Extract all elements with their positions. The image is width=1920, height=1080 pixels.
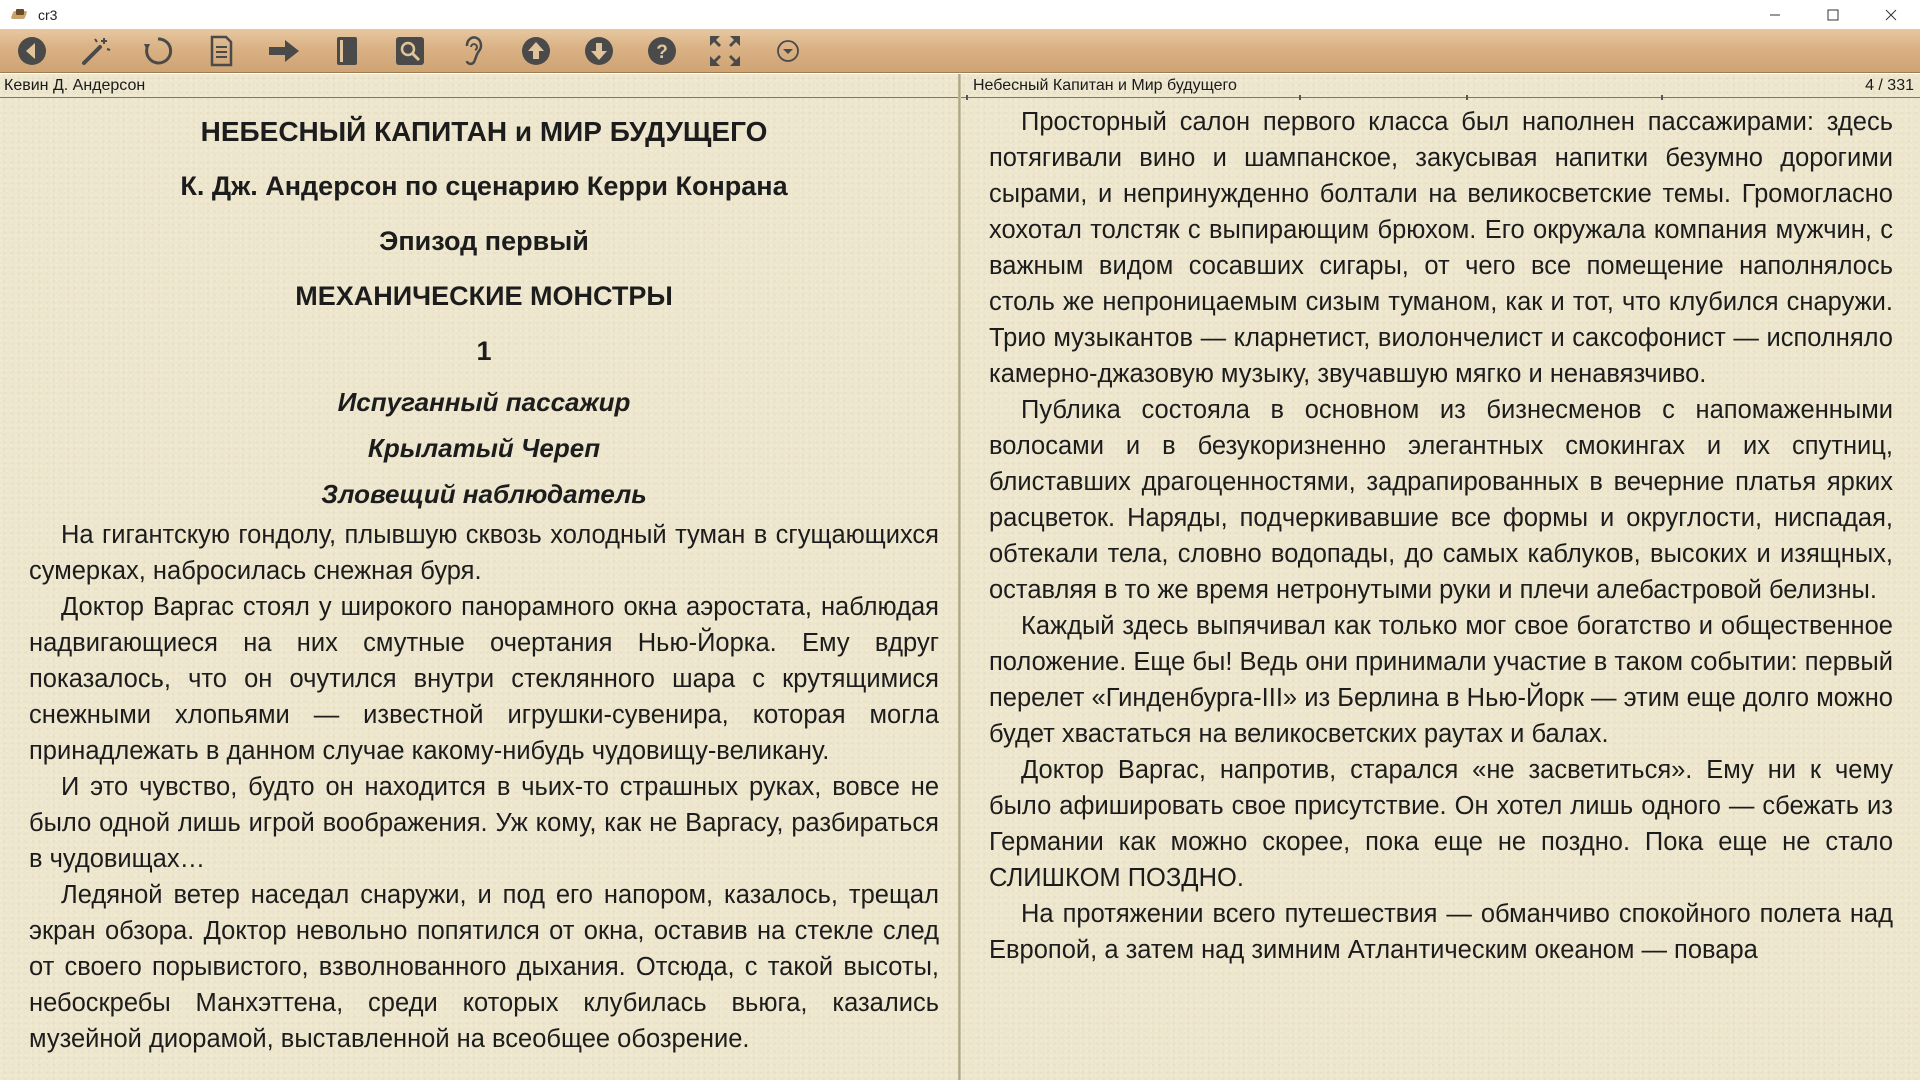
recent-books-button[interactable] (73, 31, 117, 71)
bookmarks-button[interactable] (325, 31, 369, 71)
left-page-header (0, 74, 958, 98)
minimize-icon (1769, 9, 1781, 21)
chapter-epigraph: Испуганный пассажир (337, 387, 631, 417)
app-icon (12, 9, 28, 21)
previous-page-button[interactable] (514, 31, 558, 71)
menu-button[interactable] (766, 31, 810, 71)
paragraph: На гигантскую гондолу, плывшую сквозь холодный туман в сгущающихся сумерках, набросилась снежная буря. (29, 521, 939, 585)
paragraph: Каждый здесь выпячивал как только мог свое богатство и общественное положение. Еще бы! Ведь они принимали участие в таком событии: первый перелет «Гинденбурга-III» из Берлина в Нью-Йорк — этим еще долго можно будет хвастаться на великосветских раутах и балах. (989, 612, 1893, 748)
chapter-marker (966, 95, 968, 100)
help-button[interactable] (640, 31, 684, 71)
toolbar (0, 29, 1920, 73)
chevron-down-circle-icon (775, 38, 801, 64)
text-to-speech-button[interactable] (451, 31, 495, 71)
svg-text:?: ? (656, 41, 668, 63)
close-button[interactable] (1862, 0, 1920, 29)
paragraph: Публика состояла в основном из бизнесменов с напомаженными волосами и в безукоризненно элегантных смокингах и их спутниц, блиставших драгоценностями, задрапированных в вечерние платья ярких расцветок. Наряды, подчеркивавшие все формы и округлости, ниспадая, обтекали тела, словно водопады, до самых каблуков, высоких и изящных, оставляя в то же время нетронутыми руки и плечи алебастровой белизны. (989, 396, 1893, 604)
question-circle-icon (645, 34, 679, 68)
part-heading: МЕХАНИЧЕСКИЕ МОНСТРЫ (295, 281, 673, 311)
paragraph: Ледяной ветер наседал снаружи, и под его напором, казалось, трещал экран обзора. Доктор невольно попятился от окна, оставив на стекле след от своего порывистого, взволнованного дыхания. Отсюда, с такой высоты, небоскребы Манхэттена, среди которых клубилась вьюга, казались музейной диорамой, выставленной на всеобщее обозрение. (29, 881, 939, 1053)
maximize-icon (1827, 9, 1839, 21)
left-page-content (29, 104, 939, 1057)
right-page-header (961, 74, 1920, 98)
chapter-marker (1299, 95, 1301, 100)
paragraph: На протяжении всего путешествия — обманчиво спокойного полета над Европой, а затем над зимним Атлантическим океаном — повара (989, 900, 1893, 964)
minimize-button[interactable] (1746, 0, 1804, 29)
next-page-button[interactable] (577, 31, 621, 71)
right-page[interactable] (961, 74, 1920, 1080)
paragraph: Просторный салон первого класса был наполнен пассажирами: здесь потягивали вино и шампанское, закусывая напитки безумно дорогими сырами, и непринужденно болтали на великосветские темы. Громогласно хохотал толстяк с выпирающим брюхом. Его окружала компания мужчин, с важным видом сосавших сигары, от чего все помещение наполнялось столь же непроницаемым сизым туманом, как и тот, что клубился снаружи. Трио музыкантов — кларнетист, виолончелист и саксофонист — исполняло камерно-джазовую музыку, звучавшую мягко и ненавязчиво. (989, 108, 1893, 388)
contents-button[interactable] (199, 31, 243, 71)
title-bar (0, 0, 1920, 29)
arrow-left-circle-icon (15, 34, 49, 68)
chapter-marker (1466, 95, 1468, 100)
maximize-button[interactable] (1804, 0, 1862, 29)
go-to-page-button[interactable] (262, 31, 306, 71)
page-indicator: 4 / 331 (1865, 77, 1914, 94)
rotate-icon (141, 34, 175, 68)
episode-heading: Эпизод первый (379, 226, 589, 256)
search-button[interactable] (388, 31, 432, 71)
left-page[interactable] (0, 74, 958, 1080)
chapter-epigraph: Крылатый Череп (367, 433, 601, 463)
book-icon (330, 34, 364, 68)
book-reader[interactable] (0, 74, 1920, 1080)
arrow-up-circle-icon (519, 34, 553, 68)
magic-wand-icon (78, 34, 112, 68)
chapter-number: 1 (476, 336, 492, 366)
chapter-marker (1661, 95, 1663, 100)
fullscreen-button[interactable] (703, 31, 747, 71)
ear-icon (456, 34, 490, 68)
right-page-content (989, 104, 1893, 968)
running-title: Небесный Капитан и Мир будущего (973, 77, 1237, 94)
window-controls (1746, 0, 1920, 29)
arrow-down-circle-icon (582, 34, 616, 68)
chapter-epigraph: Зловещий наблюдатель (321, 479, 647, 509)
book-title-heading: НЕБЕСНЫЙ КАПИТАН и МИР БУДУЩЕГО (200, 116, 768, 147)
paragraph: И это чувство, будто он находится в чьих-то страшных руках, вовсе не было одной лишь игрой воображения. Уж кому, как не Варгасу, разбираться в чудовищах… (29, 773, 939, 873)
paragraph: Доктор Варгас, напротив, старался «не засветиться». Ему ни к чему было афишировать свое присутствие. Он хотел лишь одного — сбежать из Германии как можно скорее, пока еще не поздно. Пока еще не стало СЛИШКОМ ПОЗДНО. (989, 756, 1893, 892)
close-icon (1885, 9, 1897, 21)
magnifier-icon (393, 34, 427, 68)
book-author: Кевин Д. Андерсон (4, 77, 146, 94)
paragraph: Доктор Варгас стоял у широкого панорамного окна аэростата, наблюдая надвигающиеся на них смутные очертания Нью-Йорка. Ему вдруг показалось, что он очутился внутри стеклянного шара с крутящимися снежными хлопьями — известной игрушки-сувенира, которая могла принадлежать в данном случае какому-нибудь чудовищу-великану. (29, 593, 939, 765)
rotate-button[interactable] (136, 31, 180, 71)
window-title: cr3 (38, 6, 58, 23)
book-subtitle-heading: К. Дж. Андерсон по сценарию Керри Конрана (180, 171, 788, 201)
document-icon (204, 34, 238, 68)
fullscreen-icon (708, 34, 742, 68)
back-button[interactable] (10, 31, 54, 71)
arrow-right-icon (267, 34, 301, 68)
